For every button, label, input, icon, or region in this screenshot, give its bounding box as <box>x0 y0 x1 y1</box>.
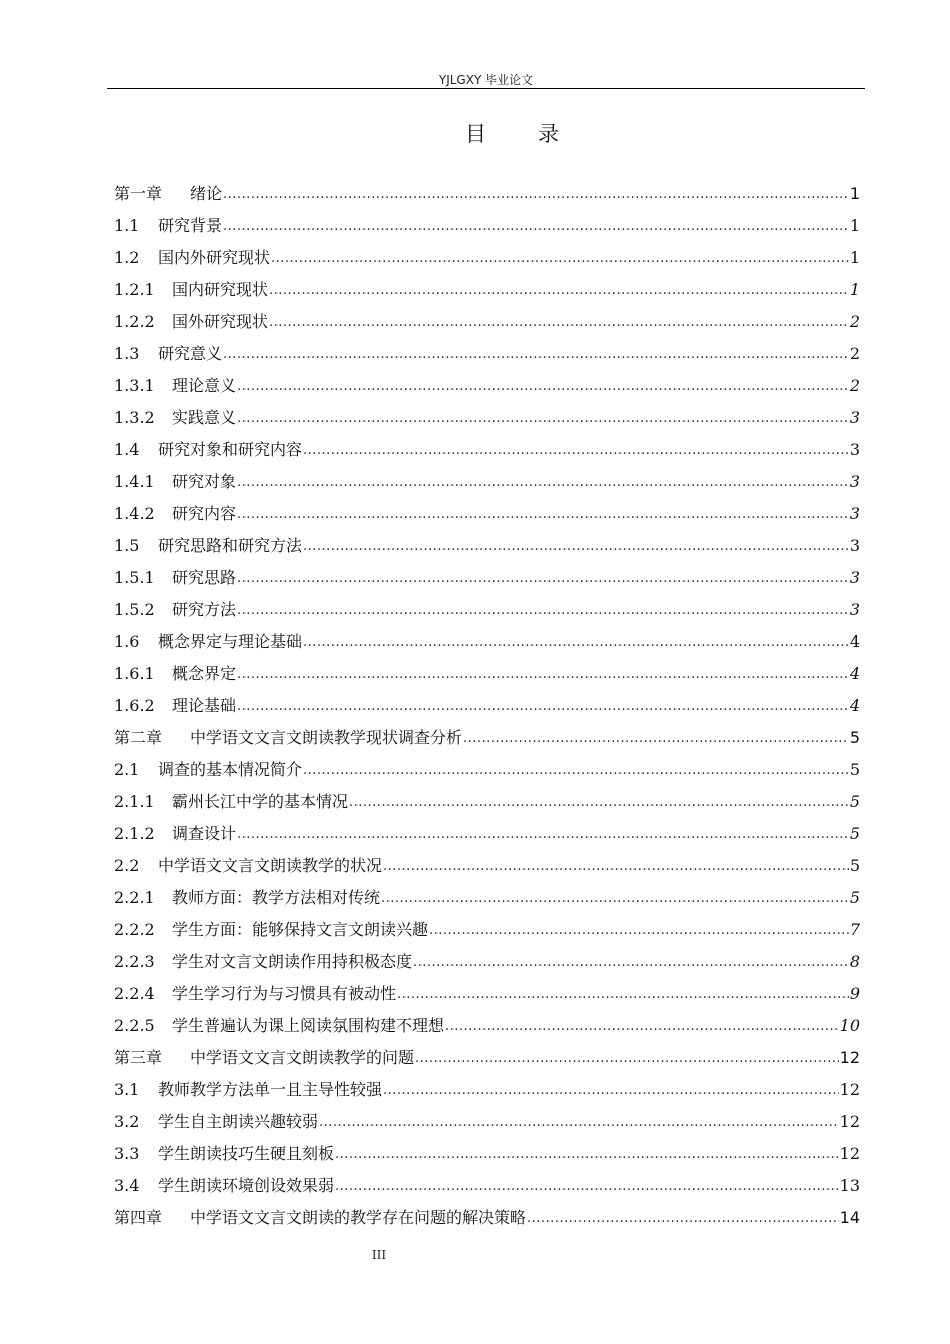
toc-entry-number: 2.1.2 <box>114 824 155 843</box>
toc-entry[interactable] <box>114 402 860 434</box>
toc-entry-page: 12 <box>839 1112 860 1131</box>
toc-entry-number: 2.2.1 <box>114 888 155 907</box>
toc-entry-number: 2.1.1 <box>114 792 155 811</box>
toc-entry-page: 3 <box>849 472 860 491</box>
toc-entry-title: 实践意义 <box>172 408 237 427</box>
toc-entry-page: 12 <box>839 1048 860 1067</box>
toc-entry[interactable] <box>114 338 860 370</box>
toc-entry-number: 1.5.2 <box>114 600 155 619</box>
toc-entry-number: 1.4.1 <box>114 472 155 491</box>
toc-entry[interactable] <box>114 242 860 274</box>
toc-entry-title: 研究对象和研究内容 <box>158 440 303 459</box>
toc-entry-number: 1.3.1 <box>114 376 155 395</box>
dot-leader <box>349 787 849 819</box>
dot-leader <box>303 627 849 659</box>
toc-entry-number: 3.2 <box>114 1112 140 1131</box>
toc-entry[interactable] <box>114 306 860 338</box>
toc-entry-title: 中学语文文言文朗读的教学存在问题的解决策略 <box>190 1208 527 1227</box>
toc-chapter-entry[interactable] <box>114 178 860 210</box>
toc-entry-page: 3 <box>849 504 860 523</box>
toc-entry[interactable] <box>114 530 860 562</box>
toc-entry-title: 概念界定 <box>172 664 237 683</box>
toc-entry-title: 理论基础 <box>172 696 237 715</box>
toc-entry[interactable] <box>114 946 860 978</box>
toc-entry-title: 研究思路和研究方法 <box>158 536 303 555</box>
dot-leader <box>223 339 849 371</box>
dot-leader <box>237 563 849 595</box>
page-number: III <box>371 1248 387 1262</box>
toc-entry[interactable] <box>114 562 860 594</box>
toc-entry-number: 2.2.4 <box>114 984 155 1003</box>
dot-leader <box>335 1139 839 1171</box>
dot-leader <box>303 755 849 787</box>
dot-leader <box>413 947 849 979</box>
toc-entry-title: 教师方面：教学方法相对传统 <box>172 888 381 907</box>
dot-leader <box>429 915 849 947</box>
toc-entry[interactable] <box>114 786 860 818</box>
toc-entry-number: 1.2 <box>114 248 140 267</box>
toc-entry-page: 10 <box>839 1016 860 1035</box>
toc-entry-number: 1.4.2 <box>114 504 155 523</box>
dot-leader <box>319 1107 839 1139</box>
toc-entry[interactable] <box>114 818 860 850</box>
dot-leader <box>445 1011 839 1043</box>
dot-leader <box>237 819 849 851</box>
toc-entry[interactable] <box>114 626 860 658</box>
toc-entry-page: 2 <box>849 376 860 395</box>
toc-entry-number: 2.2.3 <box>114 952 155 971</box>
toc-entry[interactable] <box>114 850 860 882</box>
dot-leader <box>237 371 849 403</box>
toc-entry-title: 学生学习行为与习惯具有被动性 <box>172 984 397 1003</box>
toc-entry-title: 学生方面：能够保持文言文朗读兴趣 <box>172 920 429 939</box>
toc-entry-page: 9 <box>849 984 860 1003</box>
toc-entry-page: 5 <box>849 824 860 843</box>
dot-leader <box>223 211 849 243</box>
toc-entry-page: 2 <box>849 312 860 331</box>
toc-entry[interactable] <box>114 466 860 498</box>
dot-leader <box>269 307 849 339</box>
toc-entry-title: 调查的基本情况简介 <box>158 760 303 779</box>
toc-entry-number: 1.6.1 <box>114 664 155 683</box>
dot-leader <box>381 883 849 915</box>
toc-entry[interactable] <box>114 882 860 914</box>
toc-entry-page: 1 <box>849 280 860 299</box>
dot-leader <box>383 1075 839 1107</box>
dot-leader <box>237 467 849 499</box>
toc-entry-page: 5 <box>849 792 860 811</box>
dot-leader <box>303 531 849 563</box>
dot-leader <box>269 275 849 307</box>
dot-leader <box>463 723 849 755</box>
dot-leader <box>397 979 849 1011</box>
toc-entry-title: 研究思路 <box>172 568 237 587</box>
toc-entry-number: 2.1 <box>114 760 140 779</box>
toc-entry-number: 第三章 <box>114 1048 163 1067</box>
toc-entry[interactable] <box>114 370 860 402</box>
toc-entry-page: 3 <box>849 536 860 555</box>
toc-entry-number: 1.3 <box>114 344 140 363</box>
table-of-contents <box>114 178 860 1234</box>
toc-entry[interactable] <box>114 1106 860 1138</box>
toc-entry-title: 国内外研究现状 <box>158 248 271 267</box>
dot-leader <box>527 1203 839 1235</box>
dot-leader <box>237 595 849 627</box>
toc-entry-title: 研究意义 <box>158 344 223 363</box>
dot-leader <box>383 851 849 883</box>
toc-entry-title: 学生普遍认为课上阅读氛围构建不理想 <box>172 1016 445 1035</box>
toc-entry-page: 12 <box>839 1080 860 1099</box>
dot-leader <box>237 403 849 435</box>
dot-leader <box>223 179 849 211</box>
toc-entry-number: 1.4 <box>114 440 140 459</box>
toc-entry-title: 研究方法 <box>172 600 237 619</box>
toc-entry-number: 3.1 <box>114 1080 140 1099</box>
toc-entry-title: 绪论 <box>190 184 223 203</box>
toc-entry-page: 8 <box>849 952 860 971</box>
toc-entry-title: 理论意义 <box>172 376 237 395</box>
toc-entry-page: 1 <box>849 248 860 267</box>
toc-entry-title: 学生自主朗读兴趣较弱 <box>158 1112 319 1131</box>
toc-entry-title: 学生对文言文朗读作用持积极态度 <box>172 952 413 971</box>
toc-entry[interactable] <box>114 434 860 466</box>
toc-entry[interactable] <box>114 594 860 626</box>
toc-chapter-entry[interactable] <box>114 1202 860 1234</box>
toc-entry-number: 第四章 <box>114 1208 163 1227</box>
toc-entry-number: 1.2.2 <box>114 312 155 331</box>
toc-entry[interactable] <box>114 498 860 530</box>
toc-entry-number: 1.6 <box>114 632 140 651</box>
toc-entry-page: 4 <box>849 664 860 683</box>
toc-entry-page: 1 <box>849 184 860 203</box>
toc-entry-number: 1.6.2 <box>114 696 155 715</box>
toc-entry-number: 1.1 <box>114 216 140 235</box>
toc-entry-title: 学生朗读技巧生硬且刻板 <box>158 1144 335 1163</box>
toc-entry[interactable] <box>114 1138 860 1170</box>
toc-entry-page: 5 <box>849 728 860 747</box>
dot-leader <box>303 435 849 467</box>
toc-entry-title: 中学语文文言文朗读教学的问题 <box>190 1048 415 1067</box>
toc-entry[interactable] <box>114 1074 860 1106</box>
toc-entry-title: 国内研究现状 <box>172 280 269 299</box>
toc-entry-number: 1.5 <box>114 536 140 555</box>
dot-leader <box>271 243 849 275</box>
toc-entry-title: 中学语文文言文朗读教学现状调查分析 <box>190 728 463 747</box>
toc-entry-number: 2.2.5 <box>114 1016 155 1035</box>
toc-entry-page: 5 <box>849 856 860 875</box>
toc-entry-page: 4 <box>849 632 860 651</box>
toc-entry-title: 教师教学方法单一且主导性较强 <box>158 1080 383 1099</box>
dot-leader <box>415 1043 839 1075</box>
toc-entry-page: 12 <box>839 1144 860 1163</box>
toc-entry-title: 研究对象 <box>172 472 237 491</box>
toc-entry[interactable] <box>114 690 860 722</box>
toc-entry[interactable] <box>114 978 860 1010</box>
toc-entry[interactable] <box>114 274 860 306</box>
toc-entry-number: 3.3 <box>114 1144 140 1163</box>
toc-entry-page: 3 <box>849 568 860 587</box>
toc-entry-page: 13 <box>839 1176 860 1195</box>
toc-entry-number: 2.2 <box>114 856 140 875</box>
toc-entry-title: 中学语文文言文朗读教学的状况 <box>158 856 383 875</box>
toc-entry-title: 学生朗读环境创设效果弱 <box>158 1176 335 1195</box>
toc-entry-page: 5 <box>849 760 860 779</box>
dot-leader <box>237 659 849 691</box>
toc-entry-title: 霸州长江中学的基本情况 <box>172 792 349 811</box>
toc-entry-page: 2 <box>849 344 860 363</box>
toc-entry-page: 1 <box>849 216 860 235</box>
toc-entry-number: 第一章 <box>114 184 163 203</box>
header-rule <box>107 88 865 89</box>
toc-chapter-entry[interactable] <box>114 1042 860 1074</box>
toc-entry[interactable] <box>114 754 860 786</box>
toc-entry-number: 3.4 <box>114 1176 140 1195</box>
toc-entry-number: 2.2.2 <box>114 920 155 939</box>
toc-entry-title: 概念界定与理论基础 <box>158 632 303 651</box>
toc-title: 目录 <box>465 122 611 146</box>
dot-leader <box>335 1171 839 1203</box>
toc-entry-page: 3 <box>849 440 860 459</box>
dot-leader <box>237 691 849 723</box>
toc-entry-title: 研究内容 <box>172 504 237 523</box>
toc-entry-page: 3 <box>849 408 860 427</box>
toc-entry-page: 14 <box>839 1208 860 1227</box>
toc-entry-number: 1.3.2 <box>114 408 155 427</box>
toc-entry-title: 调查设计 <box>172 824 237 843</box>
toc-entry[interactable] <box>114 1170 860 1202</box>
toc-entry-title: 国外研究现状 <box>172 312 269 331</box>
toc-entry-number: 1.5.1 <box>114 568 155 587</box>
toc-entry-title: 研究背景 <box>158 216 223 235</box>
toc-entry-page: 3 <box>849 600 860 619</box>
toc-entry[interactable] <box>114 210 860 242</box>
toc-entry-number: 1.2.1 <box>114 280 155 299</box>
toc-entry[interactable] <box>114 658 860 690</box>
toc-entry-page: 5 <box>849 888 860 907</box>
toc-chapter-entry[interactable] <box>114 722 860 754</box>
dot-leader <box>237 499 849 531</box>
toc-entry-number: 第二章 <box>114 728 163 747</box>
toc-entry-page: 7 <box>849 920 860 939</box>
running-header: YJLGXY 毕业论文 <box>438 73 534 87</box>
toc-entry-page: 4 <box>849 696 860 715</box>
toc-entry[interactable] <box>114 1010 860 1042</box>
toc-entry[interactable] <box>114 914 860 946</box>
